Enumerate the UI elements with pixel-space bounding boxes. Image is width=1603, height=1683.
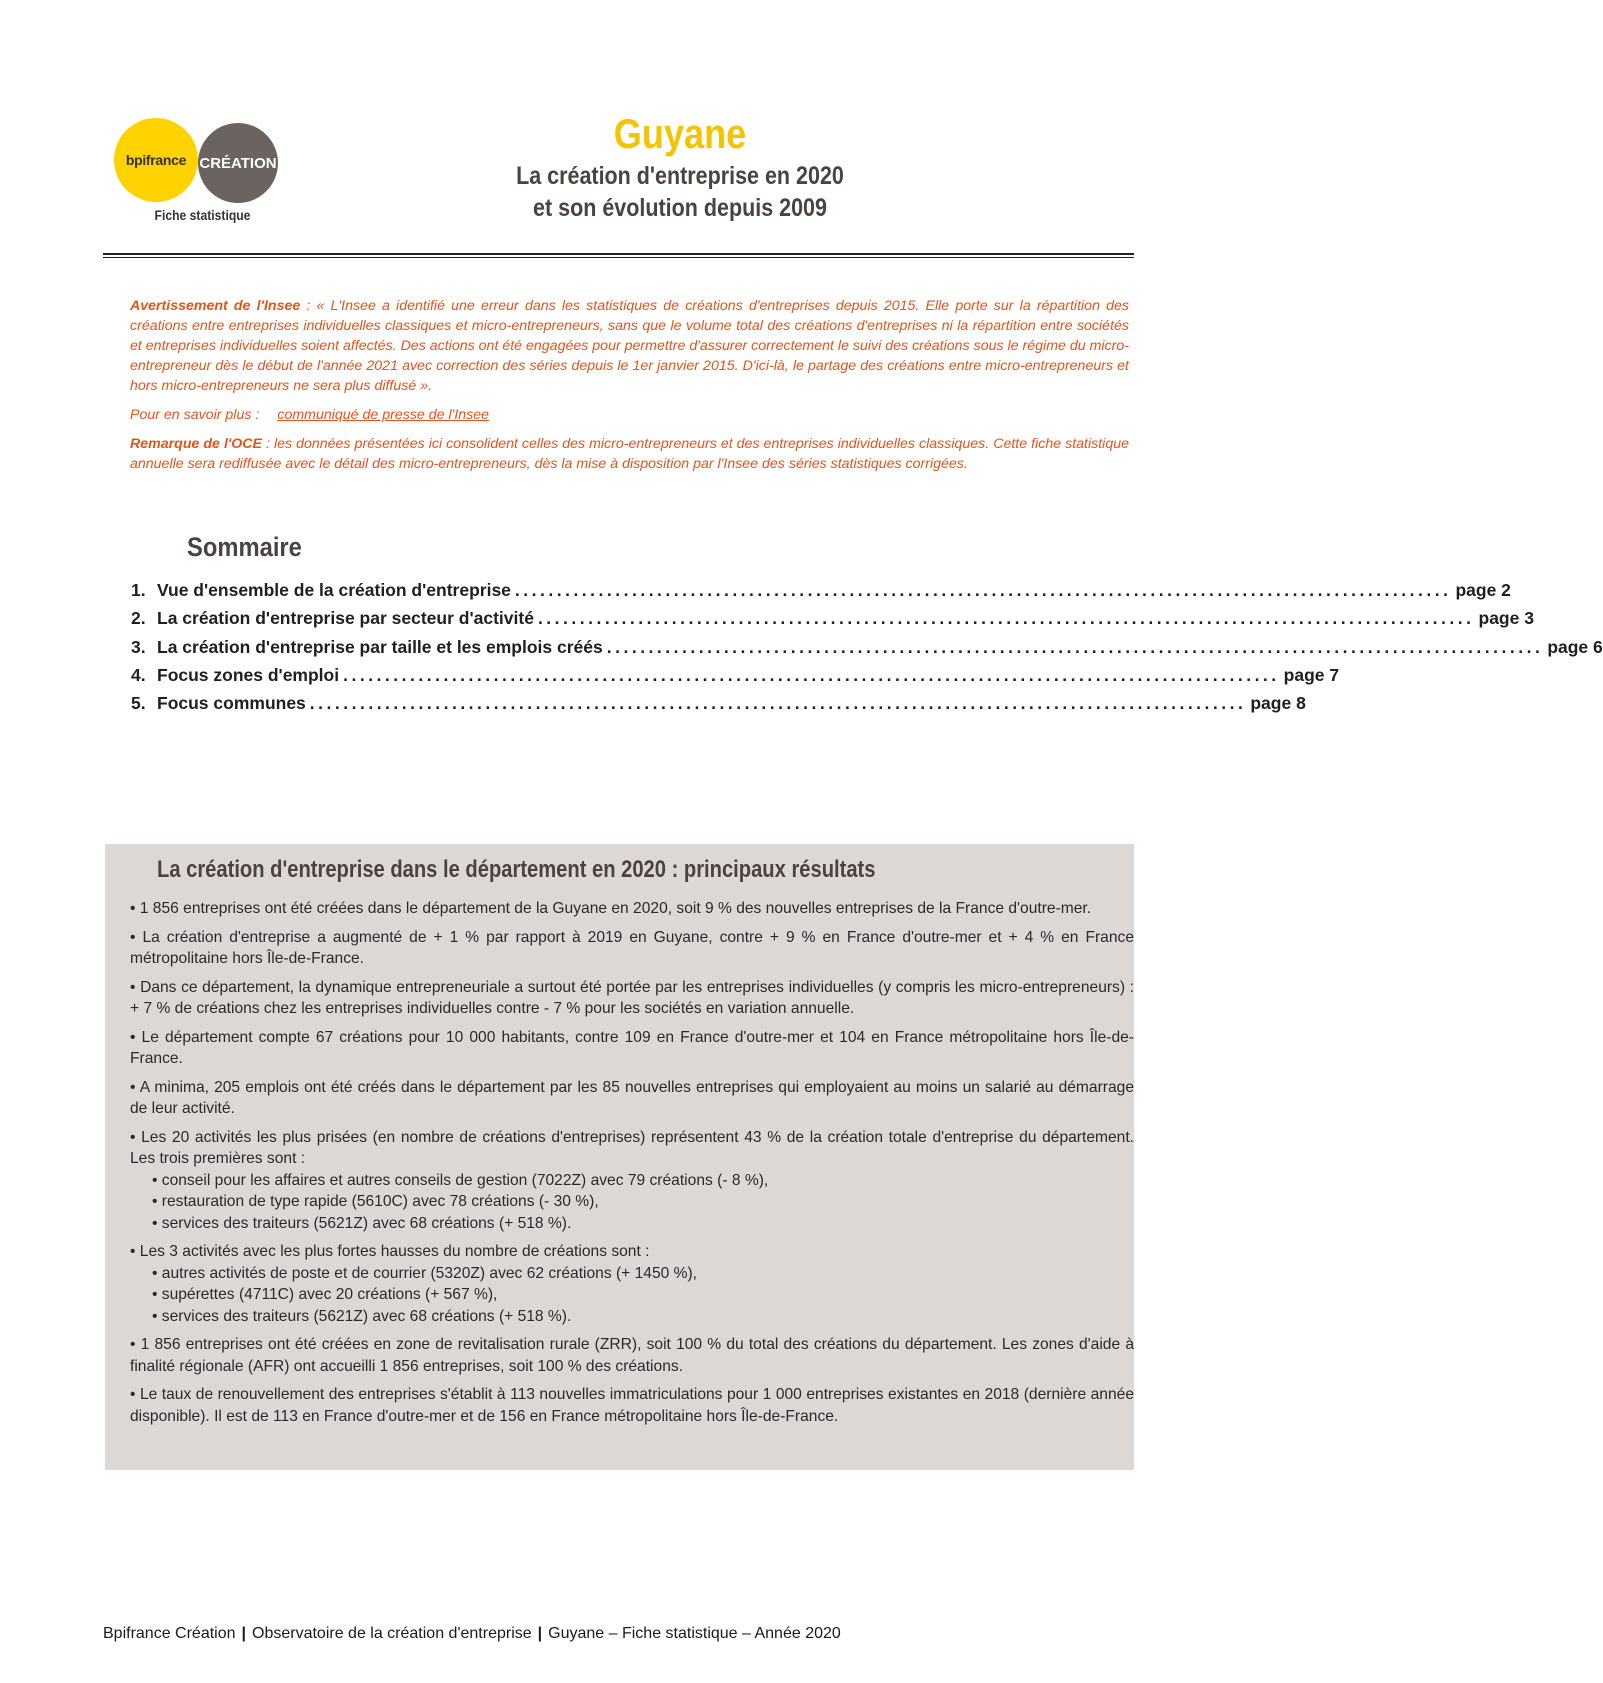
footer-document: Guyane – Fiche statistique – Année 2020: [548, 1625, 841, 1642]
page-title: Guyane: [613, 110, 747, 157]
page-subtitle-line1: La création d'entreprise en 2020: [516, 162, 844, 190]
toc-item-page: page 8: [1250, 693, 1306, 714]
toc-item-number: 4.: [131, 664, 146, 685]
results-title: La création d'entreprise dans le département en 2020 : principaux résultats: [157, 856, 876, 883]
result-subitem: • services des traiteurs (5621Z) avec 68 créations (+ 518 %).: [152, 1214, 572, 1232]
more-info-label: Pour en savoir plus :: [130, 407, 260, 423]
toc-leader-dots: ................................................................................................................: [309, 693, 1247, 714]
logo-subtitle: Fiche statistique: [154, 208, 251, 223]
toc-item-label: Focus zones d'emploi: [157, 664, 340, 685]
insee-press-link[interactable]: communiqué de presse de l'Insee: [277, 407, 490, 423]
toc-item-page: page 3: [1478, 608, 1534, 629]
toc-item-label: Vue d'ensemble de la création d'entreprise: [157, 580, 511, 600]
more-info: [130, 405, 1129, 425]
insee-warning-label: Avertissement de l'Insee: [130, 298, 301, 314]
toc-item-page: page 6: [1547, 636, 1603, 657]
results-body: [130, 898, 1134, 1434]
toc-item-number: 5.: [131, 693, 146, 714]
header-divider-thin: [103, 257, 1134, 258]
result-paragraph: • Dans ce département, la dynamique entrepreneuriale a surtout été portée par les entreprises individuelles (y compris les micro-entrepreneurs) : + 7 % de créations chez les entreprises individuelles contre - 7 % pour les sociétés en variation annuelle.: [130, 978, 1134, 1017]
oce-remark-text: : les données présentées ici consolident celles des micro-entrepreneurs et des entreprises individuelles classiques. Cette fiche statistique annuelle sera rediffusée avec le détail des micro-entrepreneurs, dès la mise à disposition par l'Insee des séries statistiques corrigées.: [130, 436, 1129, 472]
result-paragraph: • Le département compte 67 créations pour 10 000 habitants, contre 109 en France d'outre-mer et 104 en France métropolitaine hors Île-de-France.: [130, 1028, 1134, 1067]
table-of-contents: [131, 580, 1603, 721]
toc-item-page: page 7: [1283, 664, 1340, 685]
toc-item[interactable]: [131, 580, 1511, 608]
toc-item[interactable]: [131, 693, 1306, 721]
footer-org: Bpifrance Création: [103, 1625, 236, 1642]
logo-group: [114, 118, 284, 228]
footer-separator: |: [241, 1625, 246, 1642]
toc-item-number: 1.: [131, 580, 146, 600]
creation-logo-text: CRÉATION: [199, 154, 277, 172]
result-subitem: • conseil pour les affaires et autres conseils de gestion (7022Z) avec 79 créations (- 8 %),: [152, 1171, 769, 1189]
sommaire-title: Sommaire: [187, 532, 302, 562]
toc-leader-dots: ................................................................................................................: [606, 636, 1544, 657]
toc-item[interactable]: [131, 664, 1340, 693]
toc-leader-dots: ................................................................................................................: [343, 664, 1280, 685]
title-block: [420, 108, 940, 224]
bpifrance-logo: [114, 118, 198, 202]
toc-item-label: Focus communes: [157, 693, 306, 714]
toc-item[interactable]: [131, 608, 1534, 636]
toc-item-label: La création d'entreprise par secteur d'activité: [157, 608, 534, 629]
toc-item-number: 2.: [131, 608, 146, 629]
page-subtitle-line2: et son évolution depuis 2009: [533, 194, 827, 222]
result-subitem: • restauration de type rapide (5610C) avec 78 créations (- 30 %),: [152, 1193, 599, 1210]
footer-separator: |: [537, 1625, 543, 1642]
toc-item-page: page 2: [1455, 580, 1511, 600]
oce-remark: [130, 434, 1129, 474]
result-paragraph: • La création d'entreprise a augmenté de + 1 % par rapport à 2019 en Guyane, contre + 9 % en France d'outre-mer et + 4 % en France métropolitaine hors Île-de-France.: [130, 928, 1134, 967]
result-paragraph: • A minima, 205 emplois ont été créés dans le département par les 85 nouvelles entreprises qui employaient au moins un salarié au démarrage de leur activité.: [130, 1078, 1134, 1117]
toc-leader-dots: ................................................................................................................: [514, 580, 1452, 600]
footer-observatory: Observatoire de la création d'entreprise: [252, 1625, 532, 1642]
result-paragraph: • 1 856 entreprises ont été créées dans le département de la Guyane en 2020, soit 9 % des nouvelles entreprises de la France d'outre-mer.: [130, 900, 1092, 917]
toc-item[interactable]: [131, 636, 1603, 665]
result-subitem: • autres activités de poste et de courrier (5320Z) avec 62 créations (+ 1450 %),: [152, 1264, 698, 1282]
result-paragraph: • Le taux de renouvellement des entreprises s'établit à 113 nouvelles immatriculations pour 1 000 entreprises existantes en 2018 (dernière année disponible). Il est de 113 en France d'outre-mer et de 156 en France métropolitaine hors Île-de-France.: [130, 1386, 1134, 1425]
insee-warning: [130, 296, 1129, 396]
page-footer: [103, 1625, 841, 1643]
warning-block: [130, 296, 1129, 483]
result-paragraph: • 1 856 entreprises ont été créées en zone de revitalisation rurale (ZRR), soit 100 % du total des créations du département. Les zones d'aide à finalité régionale (AFR) ont accueilli 1 856 entreprises, soit 100 % des créations.: [130, 1336, 1134, 1375]
creation-logo: [198, 123, 278, 203]
result-paragraph: • Les 3 activités avec les plus fortes hausses du nombre de créations sont :: [130, 1243, 650, 1260]
oce-remark-label: Remarque de l'OCE: [130, 436, 263, 452]
result-subitem: • services des traiteurs (5621Z) avec 68 créations (+ 518 %).: [152, 1307, 572, 1325]
result-subitem: • supérettes (4711C) avec 20 créations (+ 567 %),: [152, 1286, 498, 1303]
toc-leader-dots: ................................................................................................................: [537, 608, 1475, 629]
toc-item-label: La création d'entreprise par taille et les emplois créés: [157, 636, 603, 657]
toc-item-number: 3.: [131, 636, 146, 657]
results-panel: [105, 844, 1134, 1470]
result-paragraph: • Les 20 activités les plus prisées (en nombre de créations d'entreprises) représentent 43 % de la création totale d'entreprise du département. Les trois premières sont :: [130, 1128, 1134, 1167]
header-divider: [103, 253, 1134, 255]
insee-warning-text: : « L'Insee a identifié une erreur dans les statistiques de créations d'entreprises depuis 2015. Elle porte sur la répartition des créations entre entreprises individuelles classiques et micro-entrepreneurs, sans que le volume total des créations d'entreprises ni la répartition entre sociétés et entreprises individuelles soient affectés. Des actions ont été engagées pour permettre d'assurer correctement le suivi des créations sous le régime du micro-entrepreneur dès le début de l'année 2021 avec correction des séries depuis le 1er janvier 2015. D'ici-là, le partage des créations entre micro-entrepreneurs et hors micro-entrepreneurs ne sera plus diffusé ».: [130, 298, 1129, 394]
bpifrance-logo-text: bpifrance: [125, 152, 187, 168]
